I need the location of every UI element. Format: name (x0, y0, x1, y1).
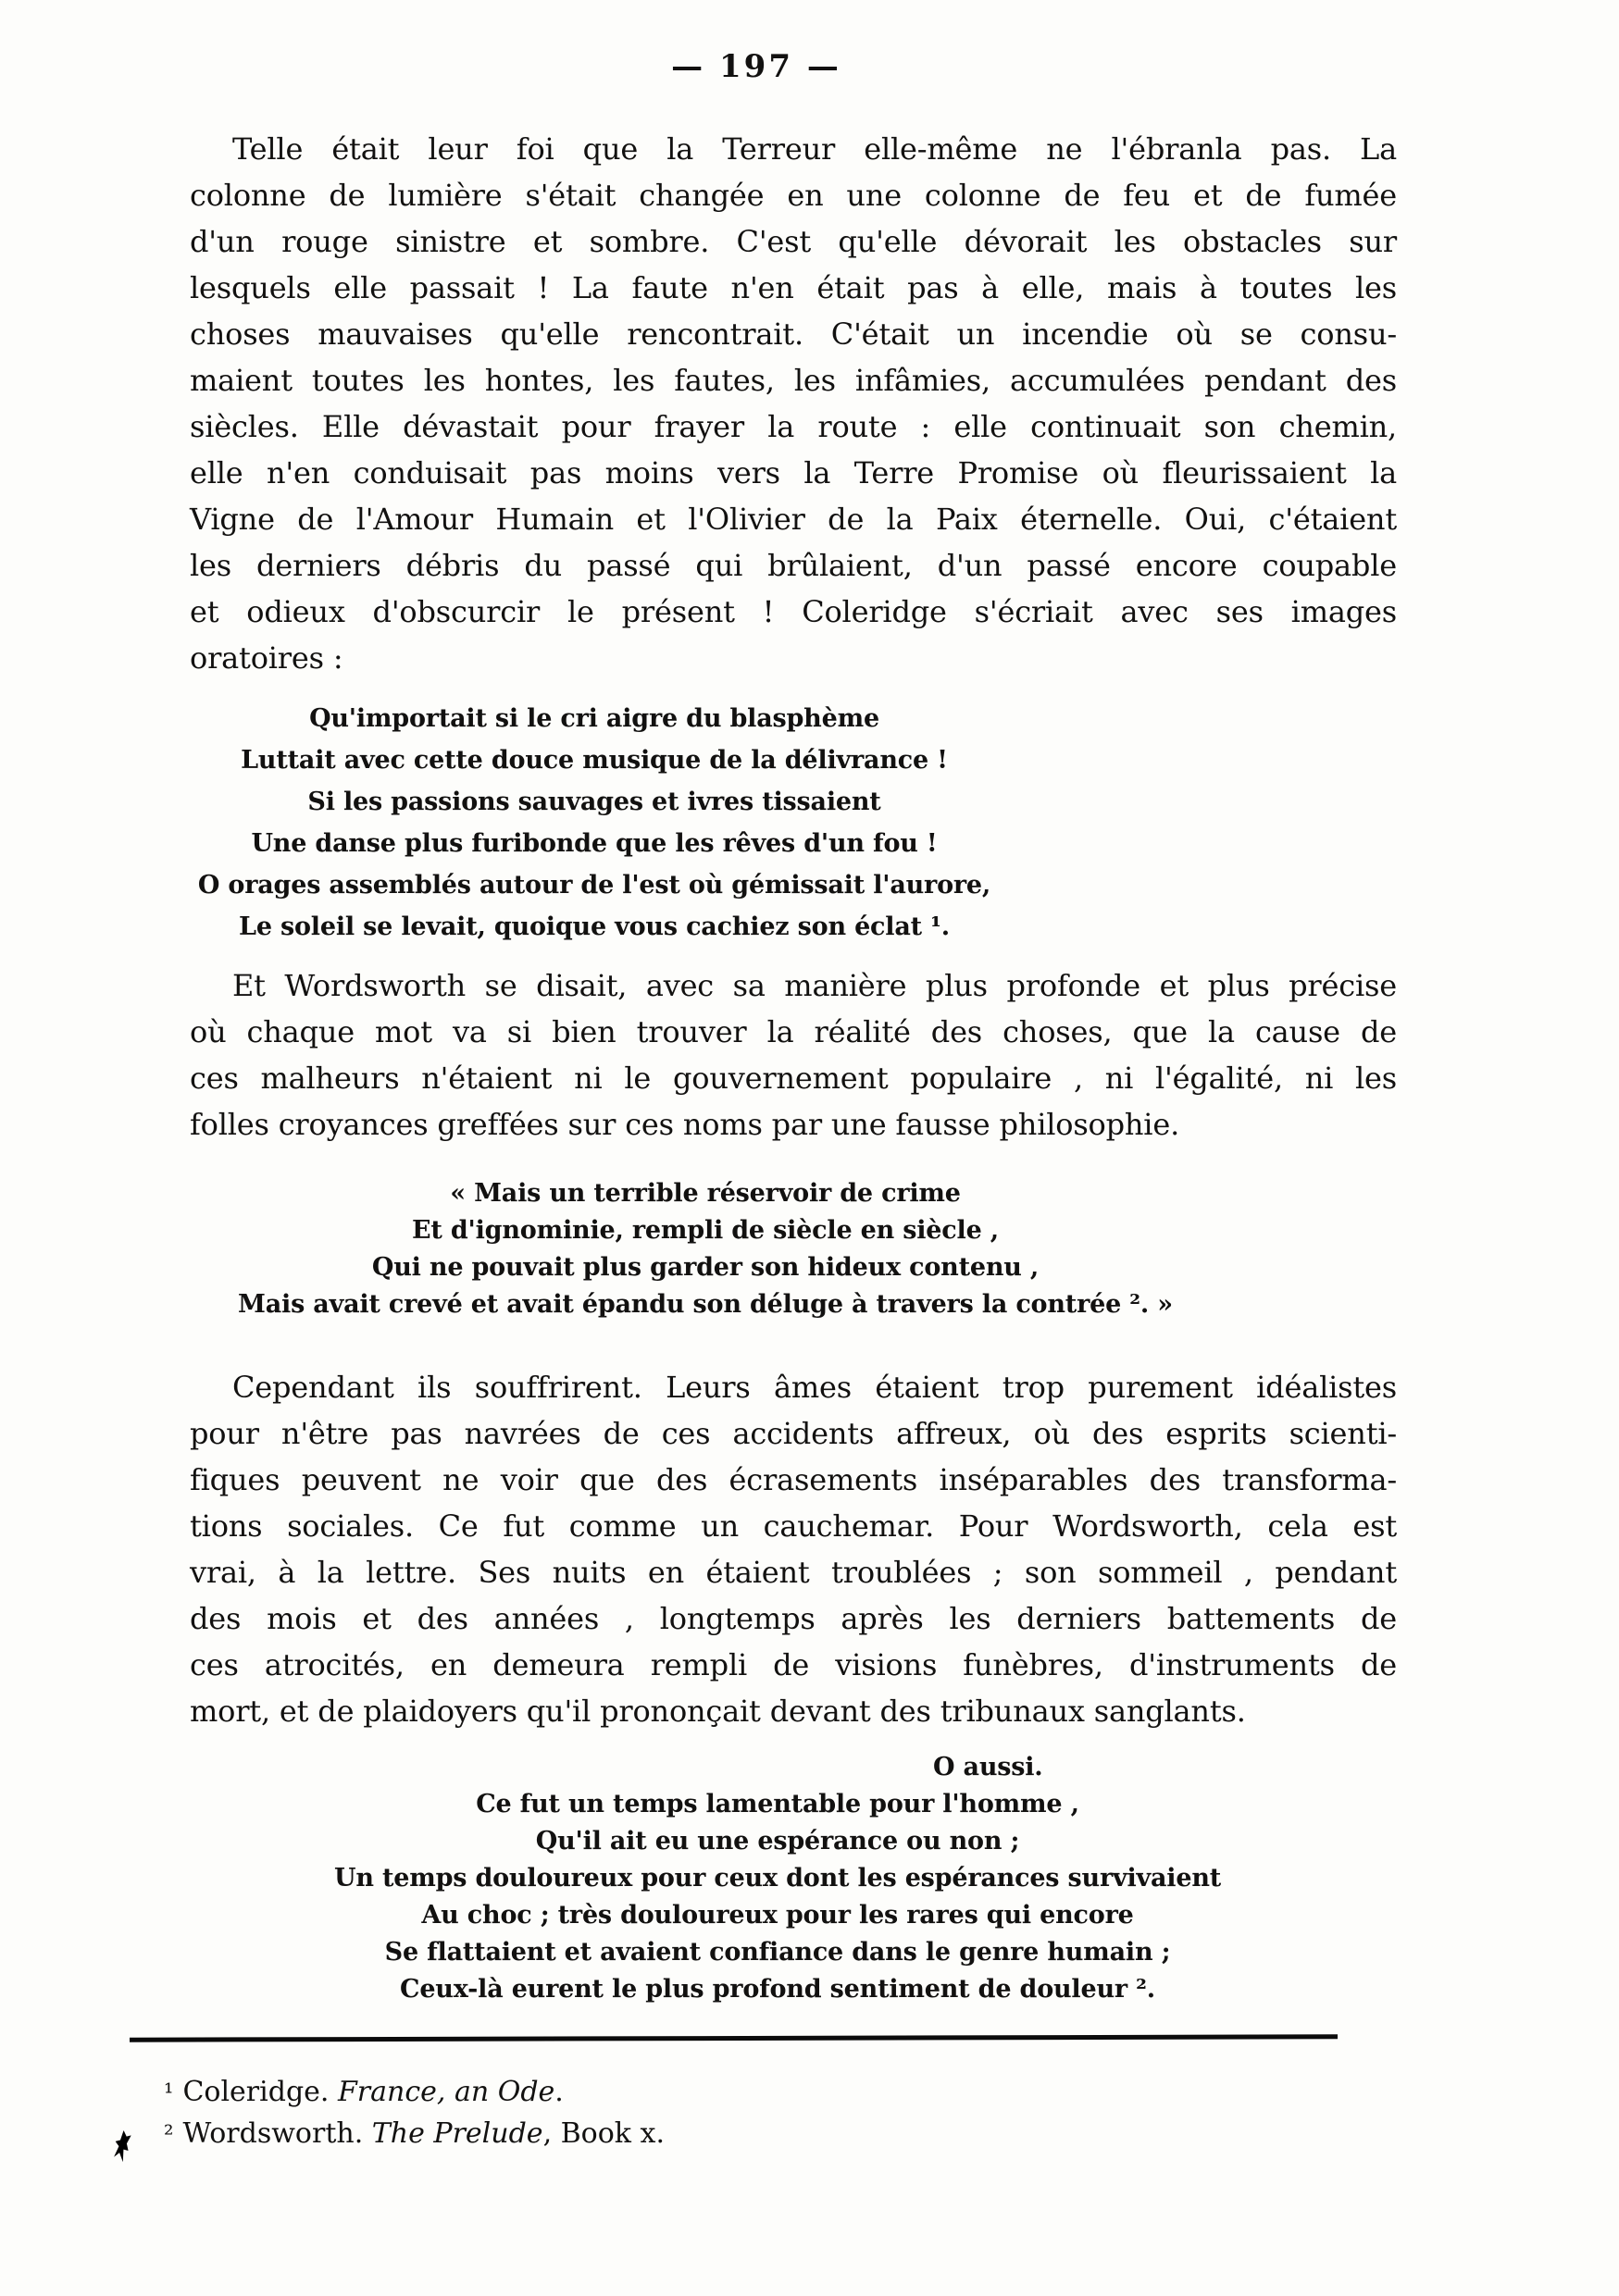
text-line: folles croyances greffées sur ces noms par une fausse philosophie. (190, 1107, 1180, 1142)
footnote-coleridge (164, 2072, 1397, 2114)
text-line: elle n'en conduisait pas moins vers la Terre Promise où fleurissaient la (190, 455, 1397, 490)
text-line: vrai, à la lettre. Ses nuits en étaient troublées ; son sommeil , pendant (190, 1555, 1397, 1590)
text-line: Vigne de l'Amour Humain et l'Olivier de la Paix éternelle. Oui, c'étaient (190, 502, 1397, 537)
text-line: Mais avait crevé et avait épandu son déluge à travers la contrée ². » (238, 1290, 1173, 1319)
footnote-title: The Prelude (371, 2117, 543, 2150)
text-line: maient toutes les hontes, les fautes, les infâmies, accumulées pendant des (190, 363, 1397, 398)
text-line: O orages assemblés autour de l'est où gémissait l'aurore, (197, 871, 991, 900)
text-line: Telle était leur foi que la Terreur elle-même ne l'ébranla pas. La (232, 131, 1397, 167)
text-line: Au choc ; très douloureux pour les rares qui encore (421, 1901, 1134, 1930)
text-line: oratoires : (190, 640, 343, 676)
text-line: Qu'importait si le cri aigre du blasphème (309, 704, 879, 733)
text-line: siècles. Elle dévastait pour frayer la route : elle continuait son chemin, (190, 409, 1397, 444)
footnote-title: France, an Ode (337, 2076, 555, 2108)
text-line: fiques peuvent ne voir que des écrasements inséparables des transforma- (190, 1462, 1397, 1497)
footnote-author: Coleridge. (182, 2076, 338, 2108)
text-line: Luttait avec cette douce musique de la délivrance ! (241, 746, 948, 775)
text-line: Qui ne pouvait plus garder son hideux contenu , (371, 1253, 1040, 1282)
paragraph-wordsworth (190, 962, 1397, 1148)
text-line: Le soleil se levait, quoique vous cachiez son éclat ¹. (239, 912, 950, 941)
text-line: Qu'il ait eu une espérance ou non ; (535, 1827, 1020, 1855)
text-line: Une danse plus furibonde que les rêves d'un fou ! (251, 829, 938, 858)
text-line: Se flattaient et avaient confiance dans le genre humain ; (384, 1938, 1171, 1967)
footnote-tail: . (554, 2076, 564, 2108)
text-line: Ce fut un temps lamentable pour l'homme , (476, 1790, 1079, 1818)
text-line: colonne de lumière s'était changée en une colonne de feu et de fumée (190, 178, 1397, 213)
text-line: Si les passions sauvages et ivres tissaient (307, 788, 881, 816)
footnote-tail: , Book x. (542, 2117, 665, 2150)
text-line: Et Wordsworth se disait, avec sa manière plus profonde et plus précise (232, 968, 1397, 1003)
text-line: pour n'être pas navrées de ces accidents affreux, où des esprits scienti- (190, 1416, 1397, 1451)
text-line: lesquels elle passait ! La faute n'en était pas à elle, mais à toutes les (190, 270, 1397, 305)
text-line: Un temps douloureux pour ceux dont les espérances survivaient (333, 1864, 1222, 1893)
text-line: des mois et des années , longtemps après les derniers battements de (190, 1601, 1397, 1636)
verse-quote-reservoir (102, 1175, 1309, 1323)
verse-intro-line: O aussi. (933, 1753, 1043, 1781)
footnotes (164, 2072, 1397, 2155)
footnote-marker: ¹ (164, 2079, 174, 2107)
page-number: — 197 — (671, 48, 841, 85)
text-line: choses mauvaises qu'elle rencontrait. C'était un incendie où se consu- (190, 316, 1397, 352)
verse-quote-prelude (174, 1749, 1381, 2008)
text-line: Et d'ignominie, rempli de siècle en siècle , (412, 1216, 999, 1245)
text-line: et odieux d'obscurcir le présent ! Coleridge s'écriait avec ses images (190, 594, 1397, 629)
text-line: tions sociales. Ce fut comme un cauchemar. Pour Wordsworth, cela est (190, 1508, 1397, 1544)
text-line: Cependant ils souffrirent. Leurs âmes étaient trop purement idéalistes (232, 1370, 1397, 1405)
paragraph-terreur (190, 126, 1397, 681)
paragraph-souffrance (190, 1364, 1397, 1734)
text-line: ces malheurs n'étaient ni le gouvernement populaire , ni l'égalité, ni les (190, 1061, 1397, 1096)
verse-lines (174, 1786, 1381, 2008)
footnote-marker: ² (164, 2121, 174, 2149)
text-line: « Mais un terrible réservoir de crime (450, 1179, 961, 1208)
text-line: ces atrocités, en demeura rempli de visions funèbres, d'instruments de (190, 1647, 1397, 1682)
text-line: les derniers débris du passé qui brûlaient, d'un passé encore coupable (190, 548, 1397, 583)
text-line: mort, et de plaidoyers qu'il prononçait devant des tribunaux sanglants. (190, 1694, 1246, 1729)
footnote-wordsworth (164, 2114, 1397, 2155)
footnote-divider (130, 2034, 1338, 2042)
text-line: Ceux-là eurent le plus profond sentiment de douleur ². (400, 1975, 1155, 2004)
footnote-author: Wordsworth. (182, 2117, 372, 2150)
text-line: d'un rouge sinistre et sombre. C'est qu'elle dévorait les obstacles sur (190, 224, 1397, 259)
verse-quote-coleridge (0, 698, 1198, 948)
text-line: où chaque mot va si bien trouver la réalité des choses, que la cause de (190, 1014, 1397, 1049)
